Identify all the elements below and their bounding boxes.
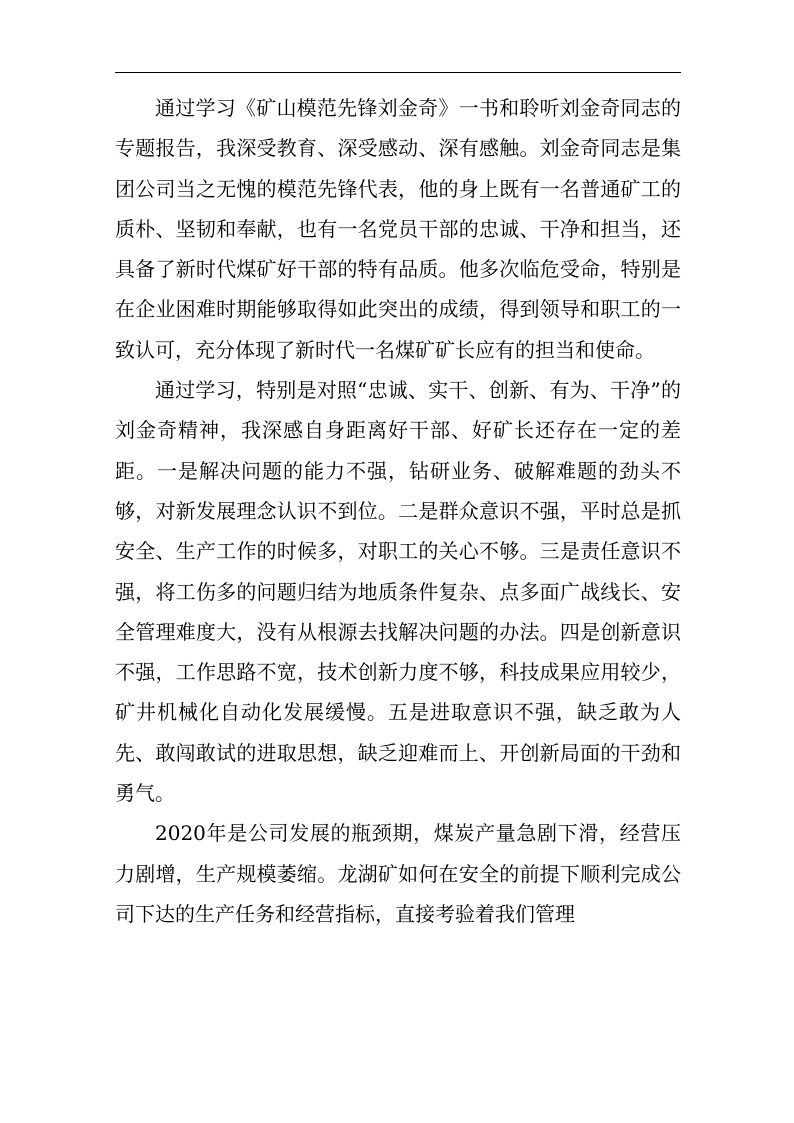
paragraph-3: 2020年是公司发展的瓶颈期，煤炭产量急剧下滑，经营压力剧增，生产规模萎缩。龙湖矿如何在安全的前提下顺利完成公司下达的生产任务和经营指标，直接考验着我们管理 xyxy=(115,821,681,926)
paragraph-2: 通过学习，特别是对照“忠诚、实干、创新、有为、干净”的刘金奇精神，我深感自身距离好干部、好矿长还存在一定的差距。一是解决问题的能力不强，钻研业务、破解难题的劲头不够，对新发展理念认识不到位。二是群众意识不强，平时总是抓安全、生产工作的时候多，对职工的关心不够。三是责任意识不强，将工伤多的问题归结为地质条件复杂、点多面广战线长、安全管理难度大，没有从根源去找解决问题的办法。四是创新意识不强，工作思路不宽，技术创新力度不够，科技成果应用较少，矿井机械化自动化发展缓慢。五是进取意识不强，缺乏敢为人先、敢闯敢试的进取思想，缺乏迎难而上、开创新局面的干劲和勇气。 xyxy=(115,378,681,806)
document-body xyxy=(115,88,681,934)
header-rule xyxy=(115,72,681,73)
paragraph-1: 通过学习《矿山模范先锋刘金奇》一书和聆听刘金奇同志的专题报告，我深受教育、深受感动、深有感触。刘金奇同志是集团公司当之无愧的模范先锋代表，他的身上既有一名普通矿工的质朴、坚韧和奉献，也有一名党员干部的忠诚、干净和担当，还具备了新时代煤矿好干部的特有品质。他多次临危受命，特别是在企业困难时期能够取得如此突出的成绩，得到领导和职工的一致认可，充分体现了新时代一名煤矿矿长应有的担当和使命。 xyxy=(115,96,681,362)
